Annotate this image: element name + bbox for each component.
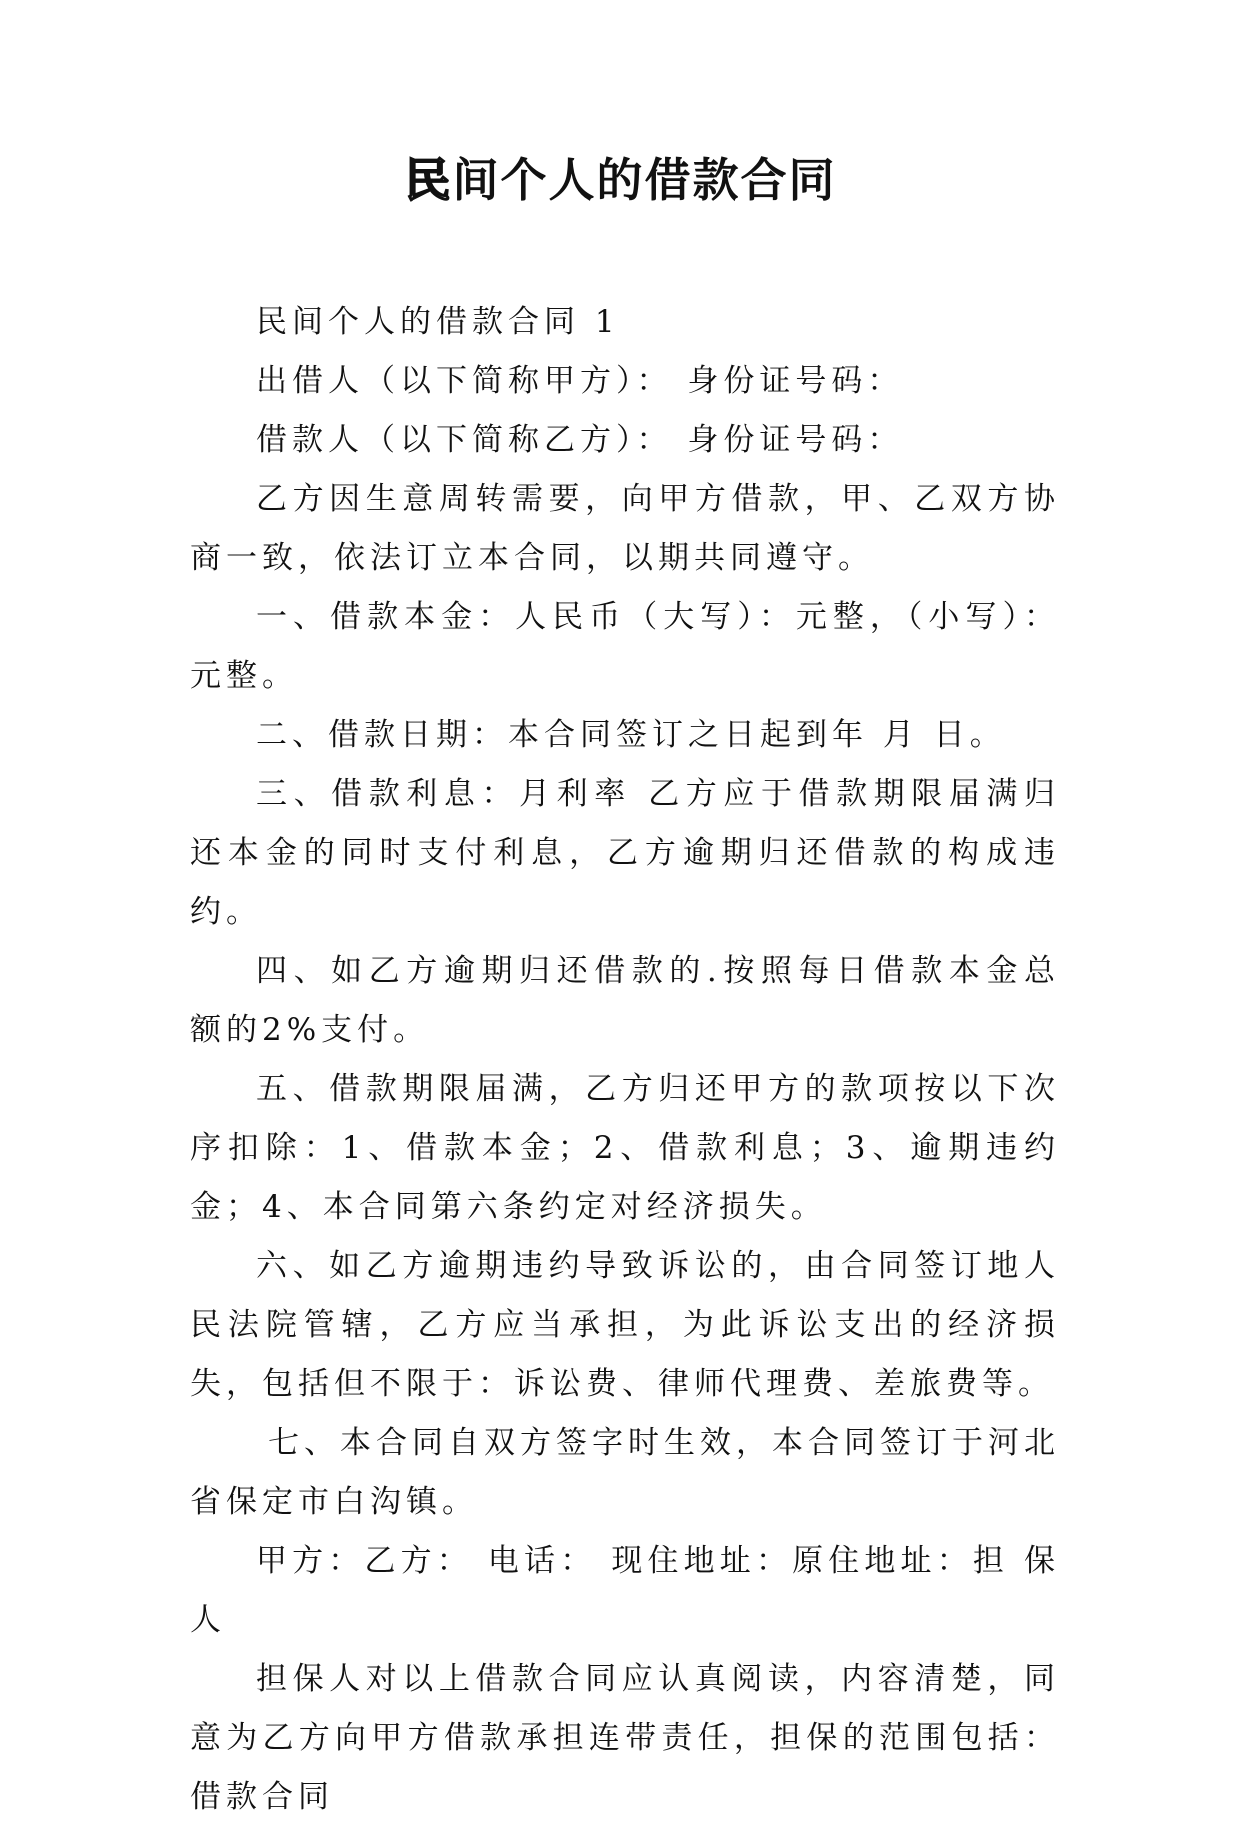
title-rest: 间个人的借款合同 <box>452 153 837 207</box>
paragraph-borrower: 借款人（以下简称乙方）： 身份证号码： <box>256 422 904 458</box>
paragraph-clause-7: 七、本合同自双方签字时生效，本合同签订于河北省保定市白沟镇。 <box>190 1425 1060 1520</box>
document-body <box>190 293 1060 1827</box>
paragraph-clause-3: 三、借款利息：月利率 乙方应于借款期限届满归还本金的同时支付利息，乙方逾期归还借款的构成违约。 <box>190 776 1060 930</box>
paragraph-clause-2: 二、借款日期：本合同签订之日起到年 月 日。 <box>256 717 1006 753</box>
paragraph-signatures: 甲方：乙方： 电话： 现住地址：原住地址：担 保 人 <box>190 1543 1060 1638</box>
paragraph-clause-6: 六、如乙方逾期违约导致诉讼的，由合同签订地人民法院管辖，乙方应当承担，为此诉讼支出的经济损失，包括但不限于：诉讼费、律师代理费、差旅费等。 <box>190 1248 1060 1402</box>
paragraph-lender: 出借人（以下简称甲方）： 身份证号码： <box>256 363 904 399</box>
paragraph-clause-1: 一、借款本金：人民币（大写）：元整，（小写）： 元整。 <box>190 599 1060 694</box>
paragraph-preamble: 乙方因生意周转需要，向甲方借款，甲、乙双方协商一致，依法订立本合同，以期共同遵守。 <box>190 481 1060 576</box>
title-first-char: 民 <box>404 153 453 207</box>
paragraph-clause-5: 五、借款期限届满，乙方归还甲方的款项按以下次序扣除：1、借款本金；2、借款利息；3、逾期违约金；4、本合同第六条约定对经济损失。 <box>190 1071 1060 1225</box>
paragraph-heading: 民间个人的借款合同 1 <box>256 304 620 340</box>
paragraph-clause-4: 四、如乙方逾期归还借款的.按照每日借款本金总额的2%支付。 <box>190 953 1060 1048</box>
document-title <box>0 150 1241 210</box>
paragraph-guarantor: 担保人对以上借款合同应认真阅读，内容清楚，同意为乙方向甲方借款承担连带责任，担保的范围包括：借款合同 <box>190 1661 1060 1815</box>
